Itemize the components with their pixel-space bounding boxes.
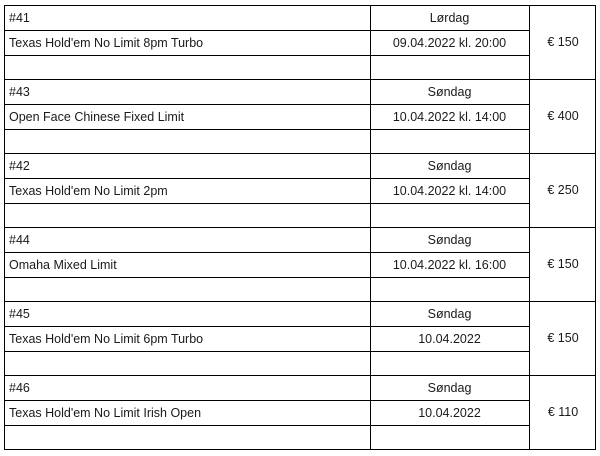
event-number: #43 (9, 85, 30, 99)
event-name: Omaha Mixed Limit (9, 258, 117, 272)
row-divider (4, 351, 530, 352)
event-day: Søndag (427, 307, 472, 321)
event-block (4, 5, 596, 80)
block-divider (4, 5, 596, 6)
event-number: #45 (9, 307, 30, 321)
block-divider (4, 79, 596, 80)
row-divider (4, 425, 530, 426)
event-block (4, 227, 596, 302)
event-number: #44 (9, 233, 30, 247)
event-day: Søndag (427, 159, 472, 173)
event-block (4, 301, 596, 376)
row-divider (4, 203, 530, 204)
row-divider (4, 129, 530, 130)
row-divider (4, 252, 530, 253)
event-date: 10.04.2022 (418, 406, 481, 420)
event-schedule-table (4, 5, 596, 450)
row-divider (4, 55, 530, 56)
event-number: #46 (9, 381, 30, 395)
event-day: Søndag (427, 381, 472, 395)
event-day: Søndag (427, 233, 472, 247)
event-price: € 150 (547, 331, 579, 345)
event-number: #42 (9, 159, 30, 173)
event-price: € 150 (547, 257, 579, 271)
table-left-border (4, 5, 5, 450)
event-day: Lørdag (429, 11, 470, 25)
table-bottom-border (4, 449, 596, 450)
row-divider (4, 326, 530, 327)
event-block (4, 153, 596, 228)
block-divider (4, 153, 596, 154)
event-date: 10.04.2022 kl. 14:00 (392, 110, 507, 124)
event-date: 10.04.2022 kl. 14:00 (392, 184, 507, 198)
row-divider (4, 104, 530, 105)
event-block (4, 375, 596, 450)
event-name: Texas Hold'em No Limit Irish Open (9, 406, 202, 420)
table-right-border (595, 5, 596, 450)
event-price: € 150 (547, 35, 579, 49)
block-divider (4, 301, 596, 302)
event-date: 09.04.2022 kl. 20:00 (392, 36, 507, 50)
event-price: € 400 (547, 109, 579, 123)
event-date: 10.04.2022 (418, 332, 481, 346)
event-name: Texas Hold'em No Limit 2pm (9, 184, 168, 198)
row-divider (4, 400, 530, 401)
event-date: 10.04.2022 kl. 16:00 (392, 258, 507, 272)
block-divider (4, 375, 596, 376)
row-divider (4, 277, 530, 278)
event-block (4, 79, 596, 154)
block-divider (4, 227, 596, 228)
event-number: #41 (9, 11, 30, 25)
column-divider (529, 5, 530, 450)
column-divider (370, 5, 371, 450)
event-day: Søndag (427, 85, 472, 99)
event-price: € 110 (547, 405, 579, 419)
event-name: Open Face Chinese Fixed Limit (9, 110, 185, 124)
event-name: Texas Hold'em No Limit 8pm Turbo (9, 36, 204, 50)
event-price: € 250 (547, 183, 579, 197)
event-name: Texas Hold'em No Limit 6pm Turbo (9, 332, 204, 346)
row-divider (4, 178, 530, 179)
row-divider (4, 30, 530, 31)
